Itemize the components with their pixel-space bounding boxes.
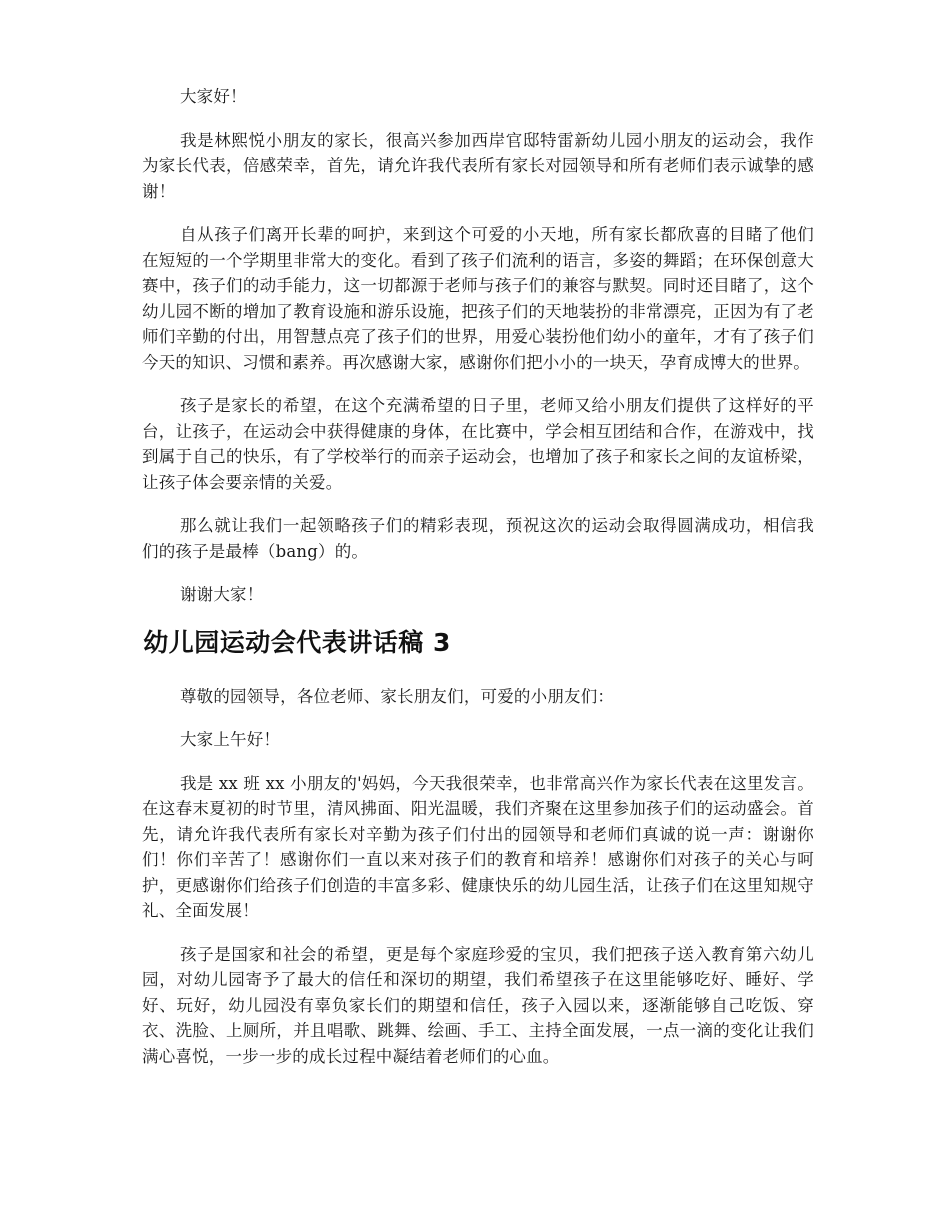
body-paragraph: 我是 xx 班 xx 小朋友的'妈妈，今天我很荣幸，也非常高兴作为家长代表在这里发言。在这春末夏初的时节里，清风拂面、阳光温暖，我们齐聚在这里参加孩子们的运动盛会。首先，请允许我代表所有家长对辛勤为孩子们付出的园领导和老师们真诚的说一声：谢谢你们！你们辛苦了！感谢你们一直以来对孩子们的教育和培养！感谢你们对孩子的关心与呵护，更感谢你们给孩子们创造的丰富多彩、健康快乐的幼儿园生活，让孩子们在这里知规守礼、全面发展！ [142, 773, 814, 920]
body-paragraph: 孩子是家长的希望，在这个充满希望的日子里，老师又给小朋友们提供了这样好的平台，让孩子，在运动会中获得健康的身体，在比赛中，学会相互团结和合作，在游戏中，找到属于自己的快乐，有了学校举行的而亲子运动会，也增加了孩子和家长之间的友谊桥梁，让孩子体会要亲情的关爱。 [142, 396, 814, 492]
greeting-paragraph: 大家好！ [179, 87, 247, 106]
section-heading: 幼儿园运动会代表讲话稿 3 [143, 627, 451, 657]
salutation-paragraph: 尊敬的园领导，各位老师、家长朋友们，可爱的小朋友们： [179, 686, 615, 706]
greeting-paragraph: 大家上午好！ [179, 730, 281, 749]
closing-wish-paragraph: 那么就让我们一起领略孩子们的精彩表现，预祝这次的运动会取得圆满成功，相信我们的孩子是最棒（bang）的。 [142, 516, 814, 561]
intro-paragraph: 我是林熙悦小朋友的家长，很高兴参加西岸官邸特雷新幼儿园小朋友的运动会，我作为家长代表，倍感荣幸，首先，请允许我代表所有家长对园领导和所有老师们表示诚挚的感谢！ [142, 130, 814, 201]
body-paragraph: 自从孩子们离开长辈的呵护，来到这个可爱的小天地，所有家长都欣喜的目睹了他们在短短的一个学期里非常大的变化。看到了孩子们流利的语言，多姿的舞蹈；在环保创意大赛中，孩子们的动手能力，这一切都源于老师与孩子们的兼容与默契。同时还目睹了，这个幼儿园不断的增加了教育设施和游乐设施，把孩子们的天地装扮的非常漂亮，正因为有了老师们辛勤的付出，用智慧点亮了孩子们的世界，用爱心装扮他们幼小的童年，才有了孩子们今天的知识、习惯和素养。再次感谢大家，感谢你们把小小的一块天，孕育成博大的世界。 [142, 225, 814, 372]
document-body [142, 84, 814, 1087]
body-paragraph: 孩子是国家和社会的希望，更是每个家庭珍爱的宝贝，我们把孩子送入教育第六幼儿园，对幼儿园寄予了最大的信任和深切的期望，我们希望孩子在这里能够吃好、睡好、学好、玩好，幼儿园没有辜负家长们的期望和信任，孩子入园以来，逐渐能够自己吃饭、穿衣、洗脸、上厕所，并且唱歌、跳舞、绘画、手工、主持全面发展，一点一滴的变化让我们满心喜悦，一步一步的成长过程中凝结着老师们的心血。 [142, 944, 814, 1066]
thanks-paragraph: 谢谢大家！ [179, 585, 264, 604]
